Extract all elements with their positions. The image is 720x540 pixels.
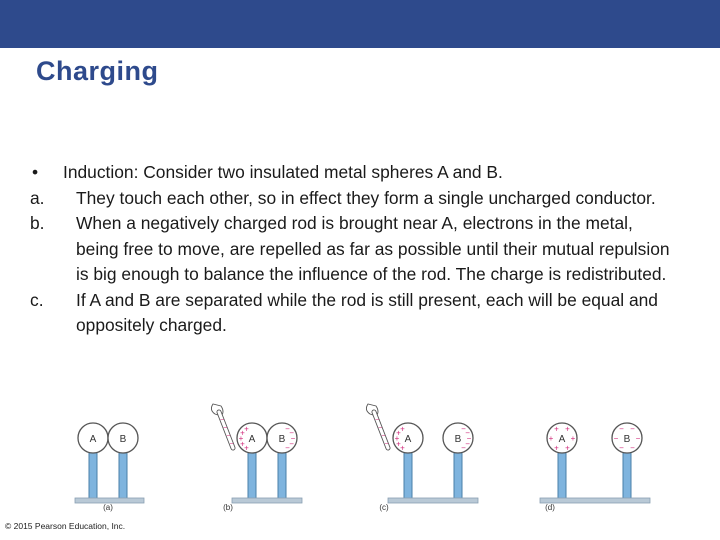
panel-d-positive-charge: + [565,443,570,453]
panel-b-base [232,498,302,503]
induction-figure [60,398,700,516]
panel-b-sphere-a-label: A [248,434,256,445]
panel-a-sphere-a-label: A [89,434,97,445]
induction-diagram [60,398,700,516]
panel-c-negative-charge: − [461,424,466,434]
panel-d-sphere-a-label: A [558,434,566,445]
list-marker-b: b. [30,213,45,233]
panel-d-negative-charge: − [613,434,619,443]
panel-b-negative-charge: − [289,428,294,438]
panel-d-positive-charge: + [554,424,559,434]
panel-b-rod-charge: − [223,425,228,432]
panel-label-b: (b) [223,503,233,512]
slide-title: Charging [36,56,159,86]
panel-c-negative-charge: − [466,434,472,443]
list-text-a: They touch each other, so in effect they form a single uncharged conductor. [76,187,656,208]
panel-c-negative-charge: − [465,439,470,449]
panel-b-negative-charge: − [285,443,290,453]
copyright-notice: © 2015 Pearson Education, Inc. [5,521,126,531]
panel-c-rod-charge: − [374,417,380,424]
panel-a-sphere-a-stand [89,450,97,500]
list-item-b [30,211,680,288]
panel-label-d: (d) [545,503,555,512]
panel-d-sphere-b-stand [623,450,631,500]
panel-label-c: (c) [379,503,389,512]
panel-c-rod-charge: − [378,425,383,432]
panel-d-base [540,498,650,503]
panel-c-negative-charge: − [461,443,466,453]
panel-d-negative-charge: − [630,443,635,453]
panel-b-rod-charge: − [226,433,231,440]
panel-c-positive-charge: + [400,443,405,453]
panel-c-positive-charge: + [394,434,400,443]
panel-b-negative-charge: − [290,434,296,443]
panel-c-positive-charge: + [396,439,401,449]
header-bar [0,0,720,48]
panel-c-base [388,498,478,503]
panel-b-positive-charge: + [240,439,245,449]
panel-c-sphere-a-stand [404,450,412,500]
list-item-a [30,186,680,212]
panel-c-positive-charge: + [400,424,405,434]
panel-b-rod-charge: − [229,441,234,448]
panel-b-sphere-a-stand [248,450,256,500]
intro-text: Induction: Consider two insulated metal spheres A and B. [63,162,503,182]
panel-label-a: (a) [103,503,113,512]
panel-d-negative-charge: − [630,424,635,434]
panel-c-sphere-b-label: B [454,434,462,445]
panel-d-positive-charge: + [554,443,559,453]
bullet-marker: • [32,162,39,182]
list-marker-c: c. [30,289,44,310]
list-item-c [30,288,680,339]
panel-d-sphere-b-label: B [623,434,631,445]
panel-d-negative-charge: − [619,424,624,434]
panel-b-negative-charge: − [289,439,294,449]
panel-c-rod-charge: − [384,441,389,448]
panel-b-rod-charge: − [219,417,225,424]
panel-d-sphere-a-stand [558,450,566,500]
panel-d-positive-charge: + [548,434,554,443]
panel-c-positive-charge: + [396,428,401,438]
panel-c-rod-charge: − [381,433,386,440]
panel-d-positive-charge: + [570,434,576,443]
intro-bullet [30,160,680,186]
panel-a-sphere-b-label: B [119,434,127,445]
panel-b-positive-charge: + [244,424,249,434]
content-list [30,160,680,339]
list-marker-a: a. [30,187,45,208]
panel-b-negative-charge: − [285,424,290,434]
panel-b-sphere-b-stand [278,450,286,500]
panel-b-sphere-b-label: B [278,434,286,445]
panel-d-positive-charge: + [565,424,570,434]
panel-b-positive-charge: + [244,443,249,453]
panel-d-negative-charge: − [635,434,641,443]
list-text-c: If A and B are separated while the rod is still present, each will be equal and oppositely charged. [76,289,658,335]
panel-c-sphere-a-label: A [404,434,412,445]
list-text-b: When a negatively charged rod is brought near A, electrons in the metal, being free to move, are repelled as far as possible until their mutual repulsion is big enough to balance the influence of the rod. The charge is redistributed. [76,213,670,284]
panel-a-sphere-b-stand [119,450,127,500]
panel-c-sphere-b-stand [454,450,462,500]
panel-b-positive-charge: + [240,428,245,438]
panel-b-positive-charge: + [238,434,244,443]
panel-d-negative-charge: − [619,443,624,453]
panel-c-negative-charge: − [465,428,470,438]
